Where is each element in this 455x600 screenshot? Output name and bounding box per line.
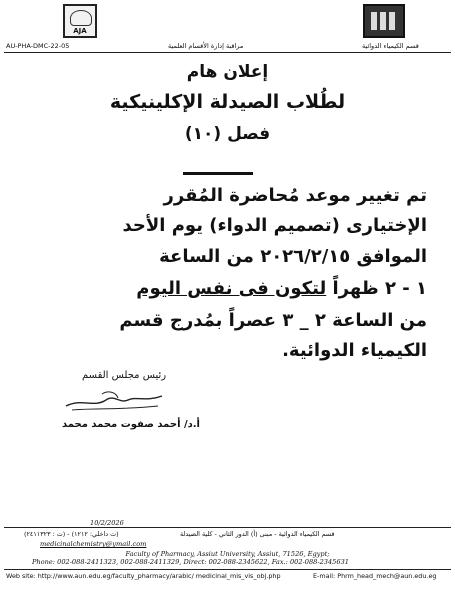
department-logo [363,4,405,38]
body-line-6: الكيمياء الدوائية. [282,340,427,361]
footer-email-right[interactable]: E-mail: Phrm_head_mech@aun.edu.eg [313,572,437,580]
body-line-4 [136,278,427,299]
new-time-note: لتكون فى نفس اليوم [136,278,327,299]
signature-role: رئيس مجلس القسم [82,370,167,381]
footer-faculty: Faculty of Pharmacy, Assiut University, Assiut, 71526, Egypt; [125,550,330,558]
footer-date: 10/2/2026 [90,519,124,527]
footer-divider [4,527,451,528]
announcement-title: إعلان هام [186,62,269,82]
signatory-name: أ.د/ أحمد صفوت محمد محمد [62,419,200,430]
doc-code: AU-PHA-DMC-22-05 [6,42,70,50]
announcement-class: فصل (١٠) [184,124,271,144]
footer-email-left[interactable]: medicinalchemistry@ymail.com [40,540,147,548]
aja-logo [63,4,97,38]
body-line-2: الإختيارى (تصميم الدواء) يوم الأحد [122,215,427,236]
building-window [389,12,395,30]
footer-address-ar: قسم الكيمياء الدوائية - مبنى (أ) الدور الثاني - كلية الصيدلة [180,530,335,538]
building-window [380,12,386,30]
announcement-audience: لطُلاب الصيدلة الإكلينيكية [109,91,346,113]
globe-icon [70,10,92,26]
department-name: قسم الكيمياء الدوائية [362,42,419,50]
title-underline [183,172,253,175]
header-center-text: مراقبة إدارة الأقسام العلمية [168,42,244,50]
body-line-5: من الساعة ٢ _ ٣ عصراً بمُدرج قسم [119,310,427,331]
aja-logo-text: AJA [73,27,87,35]
body-line-3: الموافق ٢٠٢٦/٢/١٥ من الساعة [159,246,427,267]
header-divider [4,52,451,53]
old-time: ١ - ٢ ظهراً [332,278,427,299]
footer-phones: Phone: 002-088-2411323, 002-088-2411329, Direct: 002-088-2345622, Fax.: 002-088-2345631 [32,558,349,566]
handwritten-signature [62,388,167,414]
body-line-1: تم تغيير موعد مُحاضرة المُقرر [163,185,427,206]
footer-website[interactable]: Web site: http://www.aun.edu.eg/faculty_pharmacy/arabic/ medicinal_mis_vis_obj.php [6,572,281,580]
footer-phone-ar: (ت داخلي: ١٢١٢) - (ت : ٢٤١١٣٢٣) [24,530,119,538]
footer-divider-2 [4,569,451,570]
building-icon [371,12,377,30]
